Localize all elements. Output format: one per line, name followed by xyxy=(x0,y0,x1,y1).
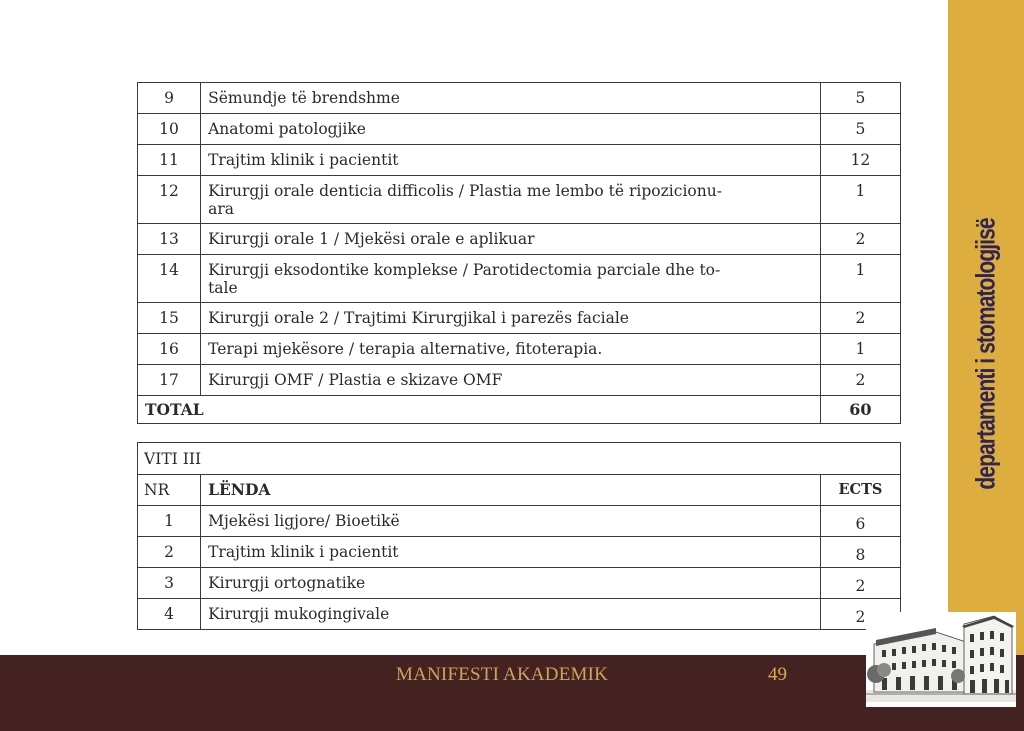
table-row xyxy=(138,599,901,630)
cell-course: Sëmundje të brendshme xyxy=(201,83,821,114)
cell-course: Kirurgji OMF / Plastia e skizave OMF xyxy=(201,365,821,396)
cell-ects: 6 xyxy=(820,506,900,537)
cell-course: Kirurgji ortognatike xyxy=(201,568,821,599)
cell-nr: 14 xyxy=(138,255,201,303)
header-course: LËNDA xyxy=(201,475,821,506)
cell-course: Trajtim klinik i pacientit xyxy=(201,537,821,568)
cell-ects: 2 xyxy=(820,224,900,255)
cell-ects: 1 xyxy=(820,176,900,224)
table-row xyxy=(138,114,901,145)
table-row xyxy=(138,145,901,176)
year-title: VITI III xyxy=(138,443,901,475)
cell-course xyxy=(201,176,821,224)
cell-nr: 3 xyxy=(138,568,201,599)
total-row xyxy=(138,396,901,424)
cell-course: Kirurgji orale 2 / Trajtimi Kirurgjikal i parezës faciale xyxy=(201,303,821,334)
cell-ects: 2 xyxy=(820,303,900,334)
cell-ects: 5 xyxy=(820,114,900,145)
cell-course: Trajtim klinik i pacientit xyxy=(201,145,821,176)
table-title-row xyxy=(138,443,901,475)
cell-ects: 2 xyxy=(820,365,900,396)
cell-nr: 12 xyxy=(138,176,201,224)
cell-nr: 13 xyxy=(138,224,201,255)
table-row xyxy=(138,83,901,114)
department-title: departamenti i stomatologjisë xyxy=(970,218,1001,490)
table-header-row xyxy=(138,475,901,506)
table-row xyxy=(138,365,901,396)
course-line-2: tale xyxy=(208,279,238,297)
header-ects: ECTS xyxy=(820,475,900,506)
table-row xyxy=(138,568,901,599)
table-row xyxy=(138,334,901,365)
header-nr: NR xyxy=(138,475,201,506)
table-row xyxy=(138,506,901,537)
cell-ects: 8 xyxy=(820,537,900,568)
cell-ects: 2 xyxy=(820,568,900,599)
cell-nr: 2 xyxy=(138,537,201,568)
cell-course: Kirurgji orale 1 / Mjekësi orale e aplikuar xyxy=(201,224,821,255)
cell-nr: 15 xyxy=(138,303,201,334)
cell-ects: 1 xyxy=(820,255,900,303)
course-line-1: Kirurgji orale denticia difficolis / Plastia me lembo të ripozicionu- xyxy=(208,182,722,200)
cell-ects: 2 xyxy=(820,599,900,630)
cell-course xyxy=(201,255,821,303)
courses-table-continued xyxy=(137,82,901,424)
cell-course: Anatomi patologjike xyxy=(201,114,821,145)
table-row xyxy=(138,303,901,334)
cell-nr: 9 xyxy=(138,83,201,114)
cell-nr: 1 xyxy=(138,506,201,537)
table-row xyxy=(138,537,901,568)
cell-ects: 12 xyxy=(820,145,900,176)
cell-course: Kirurgji mukogingivale xyxy=(201,599,821,630)
cell-course: Mjekësi ligjore/ Bioetikë xyxy=(201,506,821,537)
page-number: 49 xyxy=(768,664,787,685)
table-row xyxy=(138,224,901,255)
cell-nr: 11 xyxy=(138,145,201,176)
cell-nr: 10 xyxy=(138,114,201,145)
total-label: TOTAL xyxy=(138,396,821,424)
footer-title: MANIFESTI AKADEMIK xyxy=(396,664,609,685)
cell-nr: 17 xyxy=(138,365,201,396)
university-building-illustration xyxy=(866,612,1016,707)
cell-course: Terapi mjekësore / terapia alternative, fitoterapia. xyxy=(201,334,821,365)
cell-nr: 4 xyxy=(138,599,201,630)
year-three-table xyxy=(137,442,901,630)
course-line-1: Kirurgji eksodontike komplekse / Parotidectomia parciale dhe to- xyxy=(208,261,721,279)
course-line-2: ara xyxy=(208,200,234,218)
table-row xyxy=(138,176,901,224)
cell-ects: 5 xyxy=(820,83,900,114)
cell-nr: 16 xyxy=(138,334,201,365)
cell-ects: 1 xyxy=(820,334,900,365)
table-row xyxy=(138,255,901,303)
total-value: 60 xyxy=(820,396,900,424)
